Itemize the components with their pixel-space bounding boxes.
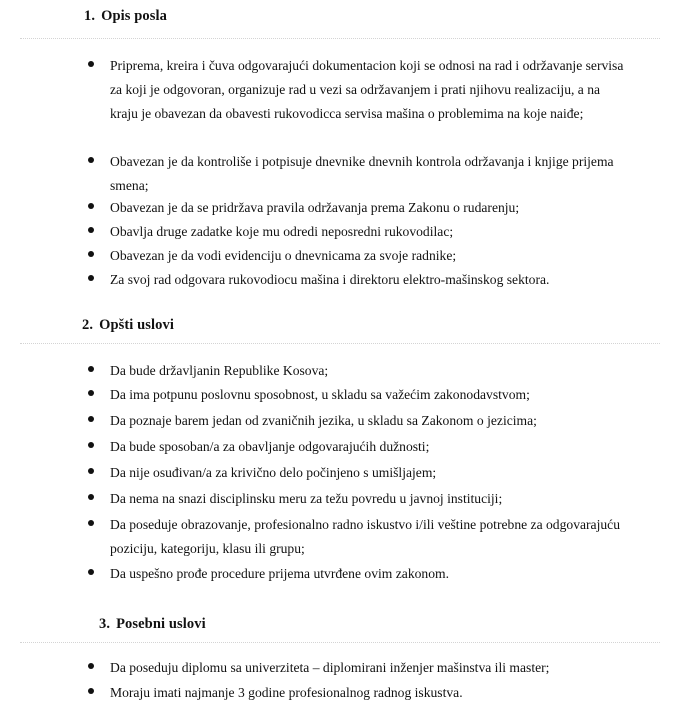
bullet-icon (88, 494, 94, 500)
section-heading-opis-posla (84, 8, 167, 25)
bullet-icon (88, 468, 94, 474)
list-item-text: Da ima potpunu poslovnu sposobnost, u skladu sa važećim zakonodavstvom; (110, 387, 530, 402)
list-item-text: Priprema, kreira i čuva odgovarajući dokumentacion koji se odnosi na rad i održavanje servisa za koji je odgovoran, organizuje rad u vezi sa održavanjem i prati njihovu realizaciju, a na kraju je obavezan da obavesti rukovodicca servisa mašina o problemima na koje naiđe; (110, 58, 624, 121)
section-heading-opsti-uslovi (82, 317, 174, 334)
section-number: 1. (84, 8, 96, 24)
bullet-icon (88, 663, 94, 669)
list-item-text: Da uspešno prođe procedure prijema utvrđene ovim zakonom. (110, 566, 449, 581)
bullet-icon (88, 569, 94, 575)
bullet-icon (88, 203, 94, 209)
bullet-icon (88, 227, 94, 233)
section-number: 2. (82, 317, 94, 333)
list-item-text: Da bude sposoban/a za obavljanje odgovarajućih dužnosti; (110, 439, 430, 454)
bullet-icon (88, 688, 94, 694)
list-item-text: Za svoj rad odgovara rukovodiocu mašina i direktoru elektro-mašinskog sektora. (110, 272, 550, 287)
list-item-text: Da nije osuđivan/a za krivično delo počinjeno s umišljajem; (110, 465, 437, 480)
list-item-text: Da poseduje obrazovanje, profesionalno radno iskustvo i/ili veštine potrebne za odgovarajuću poziciju, kategoriju, klasu ili grupu; (110, 517, 620, 556)
bullet-icon (88, 251, 94, 257)
divider (20, 642, 660, 643)
list-item-text: Da poseduju diplomu sa univerziteta – diplomirani inženjer mašinstva ili master; (110, 660, 550, 675)
bullet-icon (88, 442, 94, 448)
list-item-text: Da nema na snazi disciplinsku meru za težu povredu u javnoj instituciji; (110, 491, 503, 506)
list-item-text: Obavezan je da kontroliše i potpisuje dnevnike dnevnih kontrola održavanja i knjige prijema smena; (110, 154, 614, 193)
list-item-text: Obavlja druge zadatke koje mu odredi neposredni rukovodilac; (110, 224, 454, 239)
bullet-icon (88, 416, 94, 422)
list-item-text: Da bude državljanin Republike Kosova; (110, 363, 329, 378)
list-item-text: Moraju imati najmanje 3 godine profesionalnog radnog iskustva. (110, 685, 463, 700)
bullet-icon (88, 275, 94, 281)
section-heading-posebni-uslovi (99, 616, 206, 633)
list-item-text: Obavezan je da se pridržava pravila održavanja prema Zakonu o rudarenju; (110, 200, 520, 215)
bullet-icon (88, 61, 94, 67)
bullet-icon (88, 366, 94, 372)
bullet-icon (88, 157, 94, 163)
divider (20, 343, 660, 344)
bullet-icon (88, 520, 94, 526)
list-item-text: Da poznaje barem jedan od zvaničnih jezika, u skladu sa Zakonom o jezicima; (110, 413, 537, 428)
section-title: Opis posla (101, 8, 167, 24)
list-item-text: Obavezan je da vodi evidenciju o dnevnicama za svoje radnike; (110, 248, 457, 263)
section-number: 3. (99, 616, 111, 632)
section-title: Posebni uslovi (116, 616, 206, 632)
bullet-icon (88, 390, 94, 396)
divider (20, 38, 660, 39)
section-title: Opšti uslovi (99, 317, 175, 333)
